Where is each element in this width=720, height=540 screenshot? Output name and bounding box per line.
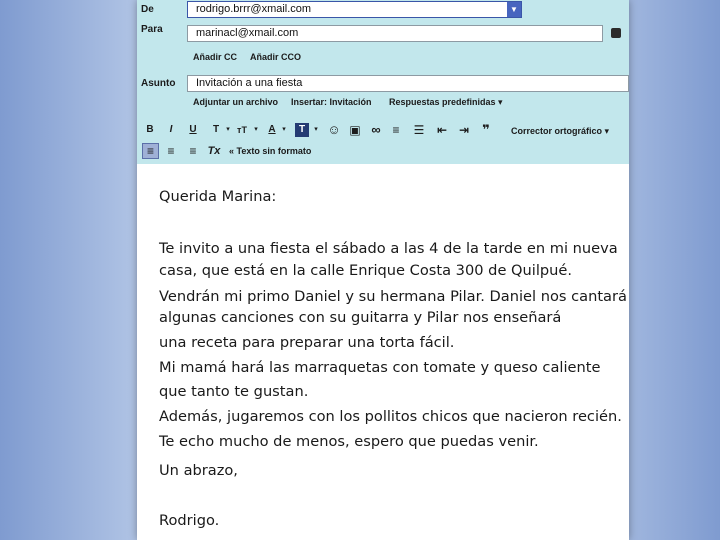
bullet-list-icon[interactable]: ☰: [413, 123, 425, 137]
add-cc-link[interactable]: Añadir CC: [193, 52, 238, 62]
insert-invitation-link[interactable]: Insertar: Invitación: [291, 97, 372, 107]
size-dropdown-icon[interactable]: ▾: [254, 126, 258, 133]
add-bcc-link[interactable]: Añadir CCO: [250, 52, 302, 62]
spellcheck-menu[interactable]: Corrector ortográfico ▾: [511, 126, 610, 136]
greeting-line: Querida Marina:: [159, 188, 277, 205]
align-center-icon[interactable]: ≡: [167, 144, 175, 158]
attach-file-link[interactable]: Adjuntar un archivo: [193, 97, 279, 107]
font-size-button[interactable]: ᴛT: [237, 125, 247, 135]
bold-button[interactable]: B: [146, 124, 154, 135]
color-dropdown-icon[interactable]: ▾: [282, 126, 286, 133]
indent-icon[interactable]: ⇥: [458, 123, 470, 137]
highlight-dropdown-icon[interactable]: ▾: [314, 126, 318, 133]
to-field[interactable]: [187, 25, 603, 42]
message-line: Además, jugaremos con los pollitos chicos que nacieron recién.: [159, 408, 622, 425]
message-line: Vendrán mi primo Daniel y su hermana Pilar. Daniel nos cantará: [159, 288, 627, 305]
underline-button[interactable]: U: [189, 124, 197, 135]
italic-button[interactable]: I: [169, 124, 173, 135]
to-label: Para: [141, 24, 163, 35]
link-icon[interactable]: ∞: [371, 122, 381, 137]
outdent-icon[interactable]: ⇤: [436, 123, 448, 137]
image-icon[interactable]: ▣: [349, 123, 361, 137]
signature-line: Rodrigo.: [159, 512, 220, 529]
compose-window: [137, 0, 629, 540]
message-line: casa, que está en la calle Enrique Costa 300 de Quilpué.: [159, 262, 573, 279]
numbered-list-icon[interactable]: ≡: [392, 123, 400, 137]
plain-text-link[interactable]: « Texto sin formato: [229, 146, 312, 156]
quote-icon[interactable]: ❞: [482, 122, 490, 137]
align-left-icon[interactable]: ≡: [142, 143, 159, 159]
align-right-icon[interactable]: ≡: [189, 144, 197, 158]
subject-value: Invitación a una fiesta: [196, 77, 303, 89]
from-value: rodrigo.brrr@xmail.com: [196, 3, 312, 15]
to-value: marinacl@xmail.com: [196, 27, 299, 39]
clear-format-icon[interactable]: Tx: [207, 145, 221, 157]
message-line: Te invito a una fiesta el sábado a las 4 de la tarde en mi nueva: [159, 240, 618, 257]
font-dropdown-icon[interactable]: ▾: [226, 126, 230, 133]
highlight-button[interactable]: T: [295, 123, 309, 137]
emoji-icon[interactable]: ☺: [327, 122, 341, 137]
contacts-icon[interactable]: [611, 28, 621, 38]
canned-responses-menu[interactable]: Respuestas predefinidas ▾: [389, 97, 503, 107]
text-color-button[interactable]: A: [268, 124, 276, 135]
closing-line: Un abrazo,: [159, 462, 238, 479]
subject-field[interactable]: [187, 75, 629, 92]
font-button[interactable]: T: [212, 124, 220, 135]
from-select[interactable]: [187, 1, 522, 18]
subject-label: Asunto: [141, 78, 176, 89]
from-label: De: [141, 4, 154, 15]
compose-header: [137, 0, 629, 164]
dropdown-arrow-icon[interactable]: ▼: [507, 2, 521, 17]
message-line: que tanto te gustan.: [159, 383, 309, 400]
message-line: Mi mamá hará las marraquetas con tomate y queso caliente: [159, 359, 601, 376]
message-line: Te echo mucho de menos, espero que puedas venir.: [159, 433, 539, 450]
message-line: algunas canciones con su guitarra y Pilar nos enseñará: [159, 309, 562, 326]
message-line: una receta para preparar una torta fácil.: [159, 334, 455, 351]
